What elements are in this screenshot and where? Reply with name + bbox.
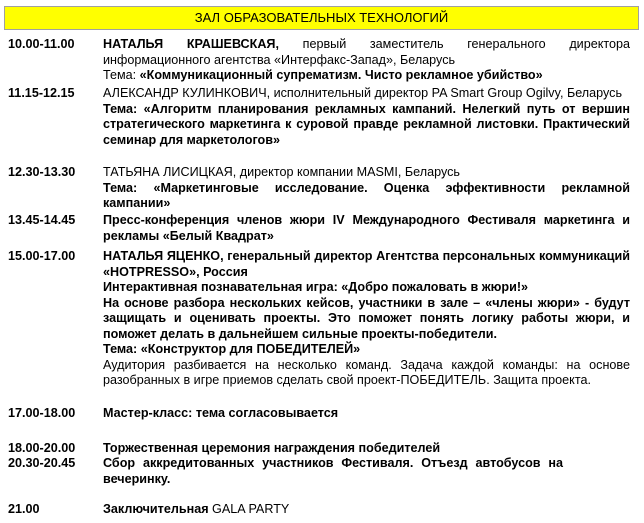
speaker-info: директор компании MASMI, Беларусь bbox=[236, 165, 460, 179]
session-title: Торжественная церемония награждения победителей bbox=[103, 441, 441, 455]
game-description: На основе разбора нескольких кейсов, участники в зале – «члены жюри» - будут защищать и оценивать проекты. Это поможет понять логику работы жюри, и поможет делать в дальнейшем сильные проекты-победители. bbox=[103, 295, 630, 341]
session-time: 11.15-12.15 bbox=[8, 86, 75, 100]
topic-label: Тема: bbox=[103, 68, 140, 82]
session-time: 10.00-11.00 bbox=[8, 37, 75, 51]
topic-title: «Коммуникационный супрематизм. Чисто рекламное убийство» bbox=[139, 68, 543, 82]
speaker-name: АЛЕКСАНДР КУЛИНКОВИЧ, bbox=[103, 86, 271, 100]
session-time: 17.00-18.00 bbox=[8, 406, 76, 420]
speaker-name: НАТАЛЬЯ ЯЦЕНКО, генеральный директор Агентства персональных коммуникаций «HOTPRESSO», Россия bbox=[103, 249, 630, 279]
session-content bbox=[103, 456, 563, 487]
session-time: 20.30-20.45 bbox=[8, 456, 76, 470]
hall-title: ЗАЛ ОБРАЗОВАТЕЛЬНЫХ ТЕХНОЛОГИЙ bbox=[4, 6, 639, 30]
session-time: 13.45-14.45 bbox=[8, 213, 76, 227]
session-title: Мастер-класс: тема согласовывается bbox=[103, 406, 339, 420]
session-title: Пресс-конференция членов жюри IV Международного Фестиваля маркетинга и рекламы «Белый Квадрат» bbox=[103, 213, 630, 243]
session-content bbox=[103, 441, 630, 457]
session-title: Заключительная bbox=[103, 502, 209, 516]
session-content bbox=[103, 37, 630, 84]
session-time: 18.00-20.00 bbox=[8, 441, 76, 455]
session-content bbox=[103, 165, 630, 212]
session-content bbox=[103, 86, 630, 148]
speaker-name: ТАТЬЯНА ЛИСИЦКАЯ, bbox=[103, 165, 237, 179]
speaker-info: исполнительный директор PA Smart Group Ogilvy, Беларусь bbox=[270, 86, 623, 100]
session-title-suffix: GALA PARTY bbox=[208, 502, 290, 516]
session-time: 15.00-17.00 bbox=[8, 249, 76, 263]
topic-title: Тема: «Алгоритм планирования рекламных кампаний. Нелегкий путь от вершин стратегического маркетинга к суровой правде рекламной листовки. Практический семинар для маркетологов» bbox=[103, 101, 630, 147]
session-content bbox=[103, 213, 630, 244]
session-time: 12.30-13.30 bbox=[8, 165, 76, 179]
session-content bbox=[103, 502, 630, 518]
topic-title: Тема: «Конструктор для ПОБЕДИТЕЛЕЙ» bbox=[103, 342, 361, 356]
session-content bbox=[103, 406, 630, 422]
session-title: Сбор аккредитованных участников Фестиваля. Отъезд автобусов на вечеринку. bbox=[103, 456, 563, 486]
speaker-info: первый заместитель генерального директора информационного агентства «Интерфакс-Запад», Беларусь bbox=[103, 37, 631, 67]
session-time: 21.00 bbox=[8, 502, 40, 516]
speaker-name: НАТАЛЬЯ КРАШЕВСКАЯ, bbox=[103, 37, 279, 51]
game-title: Интерактивная познавательная игра: «Добро пожаловать в жюри!» bbox=[103, 280, 529, 294]
topic-title: Тема: «Маркетинговые исследование. Оценка эффективности рекламной кампании» bbox=[103, 180, 630, 210]
session-content bbox=[103, 249, 630, 389]
topic-description: Аудитория разбивается на несколько команд. Задача каждой команды: на основе разобранных в игре приемов сделать свой проект-ПОБЕДИТЕЛЬ. Защита проекта. bbox=[103, 357, 630, 387]
